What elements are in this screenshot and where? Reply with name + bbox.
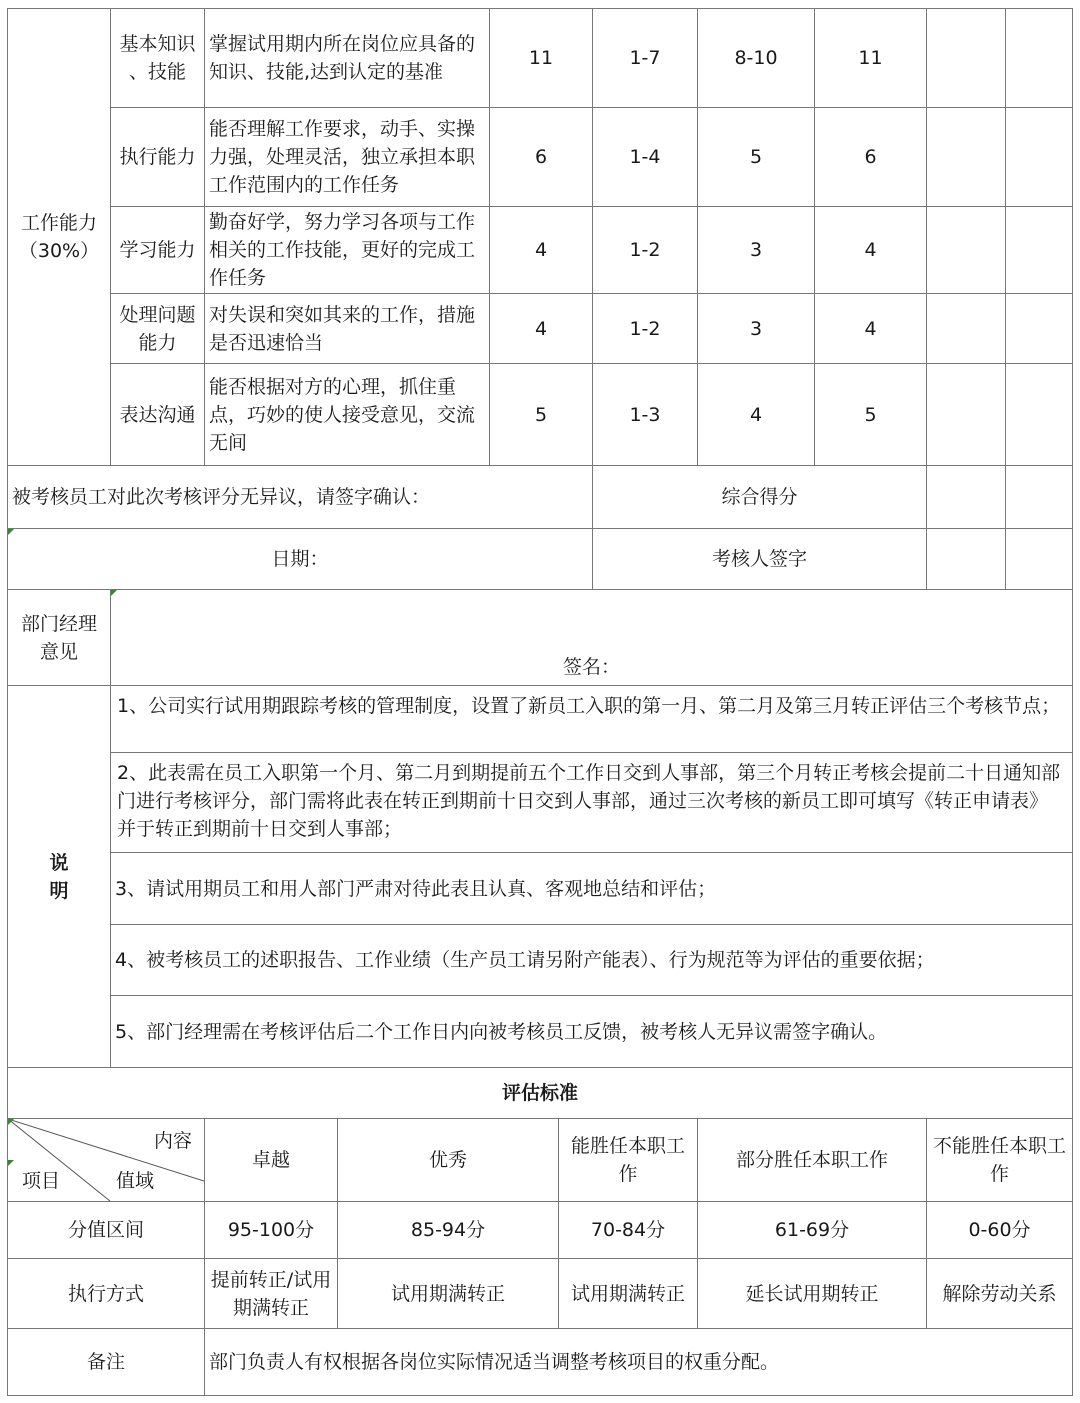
score-cell[interactable] xyxy=(1005,363,1073,466)
note-item: 2、此表需在员工入职第一个月、第二月到期提前五个工作日交到人事部，第三个月转正考核会提前二十日通知部门进行考核评分，部门需将此表在转正到期前十日交到人事部，通过三次考核的新员工即可填写《转正申请表》并于转正到期前十日交到人事部； xyxy=(110,752,1073,853)
ability-desc: 掌握试用期内所在岗位应具备的知识、技能,达到认定的基准 xyxy=(204,8,490,108)
standard-title: 评估标准 xyxy=(7,1067,1073,1119)
exec-method: 提前转正/试用期满转正 xyxy=(204,1258,338,1329)
ability-range-low: 1-2 xyxy=(592,293,698,364)
score-range: 0-60分 xyxy=(926,1201,1073,1259)
ability-desc: 勤奋好学，努力学习各项与工作相关的工作技能，更好的完成工作任务 xyxy=(204,206,490,294)
employee-sign-confirm[interactable]: 被考核员工对此次考核评分无异议，请签字确认： xyxy=(7,465,593,529)
ability-range-high: 5 xyxy=(814,363,927,466)
ability-range-high: 4 xyxy=(814,206,927,294)
reviewer-sign-cell[interactable] xyxy=(1005,528,1073,590)
ability-category: 工作能力 （30%） xyxy=(7,8,111,466)
ability-range-mid: 3 xyxy=(697,206,815,294)
score-range-label: 分值区间 xyxy=(7,1201,205,1259)
note-item: 3、请试用期员工和用人部门严肃对待此表且认真、客观地总结和评估； xyxy=(110,852,1073,925)
ability-range-mid: 8-10 xyxy=(697,8,815,108)
cell-comment-marker xyxy=(8,1160,14,1166)
level-header: 能胜任本职工作 xyxy=(558,1118,698,1202)
ability-range-low: 1-7 xyxy=(592,8,698,108)
corner-item: 项目 xyxy=(22,1170,61,1192)
ability-full-score: 5 xyxy=(489,363,593,466)
remark-label: 备注 xyxy=(7,1328,205,1396)
date-field[interactable]: 日期： xyxy=(7,528,593,590)
ability-range-mid: 3 xyxy=(697,293,815,364)
manager-opinion-field[interactable]: 签名： xyxy=(110,589,1073,686)
notes-label: 说 明 xyxy=(7,685,111,1068)
total-score-cell[interactable] xyxy=(926,465,1006,529)
exec-label: 执行方式 xyxy=(7,1258,205,1329)
score-range: 95-100分 xyxy=(204,1201,338,1259)
cell-comment-marker xyxy=(8,1119,14,1125)
reviewer-sign-cell[interactable] xyxy=(926,528,1006,590)
remark-text: 部门负责人有权根据各岗位实际情况适当调整考核项目的权重分配。 xyxy=(204,1328,1073,1396)
score-cell[interactable] xyxy=(926,363,1006,466)
ability-full-score: 11 xyxy=(489,8,593,108)
ability-range-low: 1-3 xyxy=(592,363,698,466)
score-cell[interactable] xyxy=(1005,107,1073,207)
ability-full-score: 6 xyxy=(489,107,593,207)
score-range: 85-94分 xyxy=(337,1201,559,1259)
ability-item: 基本知识 、技能 xyxy=(110,8,205,108)
ability-range-mid: 4 xyxy=(697,363,815,466)
note-item: 1、公司实行试用期跟踪考核的管理制度，设置了新员工入职的第一月、第二月及第三月转正评估三个考核节点； xyxy=(110,685,1073,753)
ability-range-mid: 5 xyxy=(697,107,815,207)
ability-desc: 对失误和突如其来的工作，措施是否迅速恰当 xyxy=(204,293,490,364)
corner-range: 值域 xyxy=(116,1170,155,1192)
exec-method: 延长试用期转正 xyxy=(697,1258,927,1329)
ability-range-low: 1-4 xyxy=(592,107,698,207)
reviewer-sign-label: 考核人签字 xyxy=(592,528,927,590)
level-header: 不能胜任本职工作 xyxy=(926,1118,1073,1202)
cell-comment-marker xyxy=(111,590,117,596)
score-cell[interactable] xyxy=(1005,206,1073,294)
corner-content: 内容 xyxy=(154,1130,193,1152)
note-item: 4、被考核员工的述职报告、工作业绩（生产员工请另附产能表）、行为规范等为评估的重要依据； xyxy=(110,924,1073,996)
level-header: 部分胜任本职工作 xyxy=(697,1118,927,1202)
score-cell[interactable] xyxy=(926,293,1006,364)
ability-item: 处理问题 能力 xyxy=(110,293,205,364)
score-cell[interactable] xyxy=(926,107,1006,207)
manager-opinion-label: 部门经理 意见 xyxy=(7,589,111,686)
score-cell[interactable] xyxy=(1005,8,1073,108)
level-header: 优秀 xyxy=(337,1118,559,1202)
ability-range-low: 1-2 xyxy=(592,206,698,294)
ability-range-high: 4 xyxy=(814,293,927,364)
exec-method: 试用期满转正 xyxy=(558,1258,698,1329)
score-range: 70-84分 xyxy=(558,1201,698,1259)
ability-item: 执行能力 xyxy=(110,107,205,207)
ability-range-high: 11 xyxy=(814,8,927,108)
ability-full-score: 4 xyxy=(489,206,593,294)
score-cell[interactable] xyxy=(926,206,1006,294)
cell-comment-marker xyxy=(8,529,14,535)
ability-full-score: 4 xyxy=(489,293,593,364)
ability-desc: 能否根据对方的心理，抓住重点，巧妙的使人接受意见，交流无间 xyxy=(204,363,490,466)
ability-item: 表达沟通 xyxy=(110,363,205,466)
ability-item: 学习能力 xyxy=(110,206,205,294)
score-range: 61-69分 xyxy=(697,1201,927,1259)
total-score-cell[interactable] xyxy=(1005,465,1073,529)
corner-header xyxy=(7,1118,205,1202)
score-cell[interactable] xyxy=(1005,293,1073,364)
note-item: 5、部门经理需在考核评估后二个工作日内向被考核员工反馈，被考核人无异议需签字确认。 xyxy=(110,995,1073,1068)
exec-method: 解除劳动关系 xyxy=(926,1258,1073,1329)
exec-method: 试用期满转正 xyxy=(337,1258,559,1329)
score-cell[interactable] xyxy=(926,8,1006,108)
level-header: 卓越 xyxy=(204,1118,338,1202)
ability-range-high: 6 xyxy=(814,107,927,207)
total-score-label: 综合得分 xyxy=(592,465,927,529)
ability-desc: 能否理解工作要求，动手、实操力强，处理灵活，独立承担本职工作范围内的工作任务 xyxy=(204,107,490,207)
